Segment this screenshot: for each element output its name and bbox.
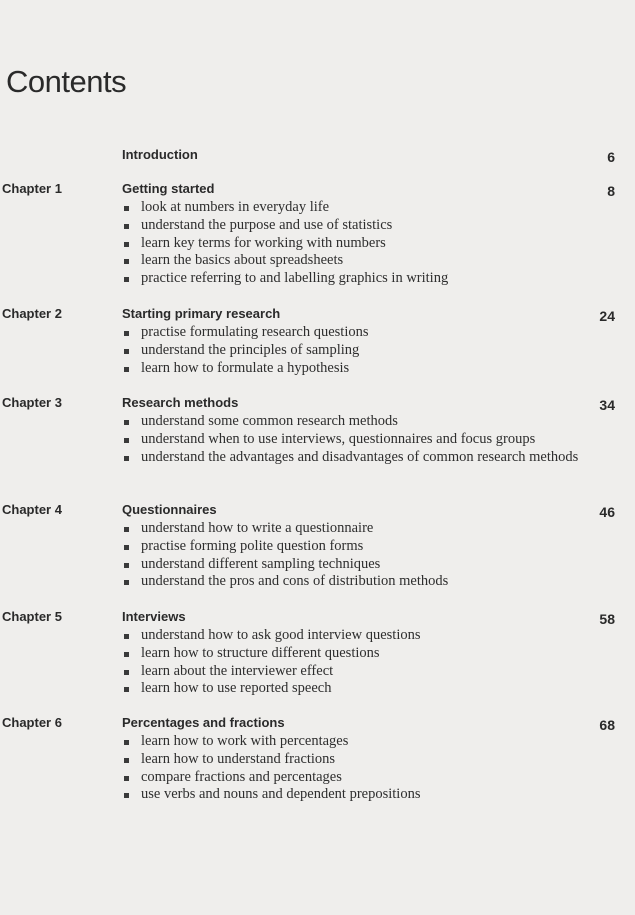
entry-title: Research methods xyxy=(122,395,239,410)
list-item: practise forming polite question forms xyxy=(122,538,602,556)
page-title: Contents xyxy=(6,64,127,99)
page-number: 46 xyxy=(599,504,615,520)
list-item: learn how to formulate a hypothesis xyxy=(122,360,602,378)
chapter-label: Chapter 2 xyxy=(2,306,62,321)
entry-title: Percentages and fractions xyxy=(122,715,285,730)
entry-title: Questionnaires xyxy=(122,502,217,517)
entry-title: Starting primary research xyxy=(122,306,281,321)
list-item: understand the pros and cons of distribution methods xyxy=(122,573,602,591)
list-item: use verbs and nouns and dependent prepositions xyxy=(122,786,602,804)
bullet-list xyxy=(122,627,602,698)
list-item: learn how to work with percentages xyxy=(122,733,602,751)
chapter-label: Chapter 6 xyxy=(2,715,62,730)
bullet-list xyxy=(122,733,602,804)
list-item: learn how to understand fractions xyxy=(122,751,602,769)
page-number: 6 xyxy=(607,149,615,165)
bullet-list xyxy=(122,324,602,377)
list-item: practise formulating research questions xyxy=(122,324,602,342)
bullet-list xyxy=(122,199,602,288)
list-item: learn how to structure different questions xyxy=(122,645,602,663)
list-item: understand the advantages and disadvantages of common research methods xyxy=(122,449,602,467)
list-item: understand some common research methods xyxy=(122,413,602,431)
chapter-label: Chapter 3 xyxy=(2,395,62,410)
list-item: practice referring to and labelling graphics in writing xyxy=(122,270,602,288)
page-number: 8 xyxy=(607,183,615,199)
bullet-list xyxy=(122,520,602,591)
page-number: 58 xyxy=(599,611,615,627)
list-item: learn about the interviewer effect xyxy=(122,663,602,681)
list-item: compare fractions and percentages xyxy=(122,769,602,787)
list-item: understand different sampling techniques xyxy=(122,556,602,574)
list-item: look at numbers in everyday life xyxy=(122,199,602,217)
list-item: learn key terms for working with numbers xyxy=(122,235,602,253)
list-item: understand how to ask good interview questions xyxy=(122,627,602,645)
list-item: understand when to use interviews, questionnaires and focus groups xyxy=(122,431,602,449)
entry-title: Getting started xyxy=(122,181,215,196)
entry-title: Introduction xyxy=(122,147,198,162)
bullet-list xyxy=(122,413,602,466)
page-number: 24 xyxy=(599,308,615,324)
page-number: 68 xyxy=(599,717,615,733)
list-item: understand the principles of sampling xyxy=(122,342,602,360)
list-item: understand how to write a questionnaire xyxy=(122,520,602,538)
list-item: understand the purpose and use of statistics xyxy=(122,217,602,235)
entry-title: Interviews xyxy=(122,609,186,624)
chapter-label: Chapter 1 xyxy=(2,181,62,196)
chapter-label: Chapter 5 xyxy=(2,609,62,624)
list-item: learn the basics about spreadsheets xyxy=(122,252,602,270)
page-number: 34 xyxy=(599,397,615,413)
chapter-label: Chapter 4 xyxy=(2,502,62,517)
list-item: learn how to use reported speech xyxy=(122,680,602,698)
